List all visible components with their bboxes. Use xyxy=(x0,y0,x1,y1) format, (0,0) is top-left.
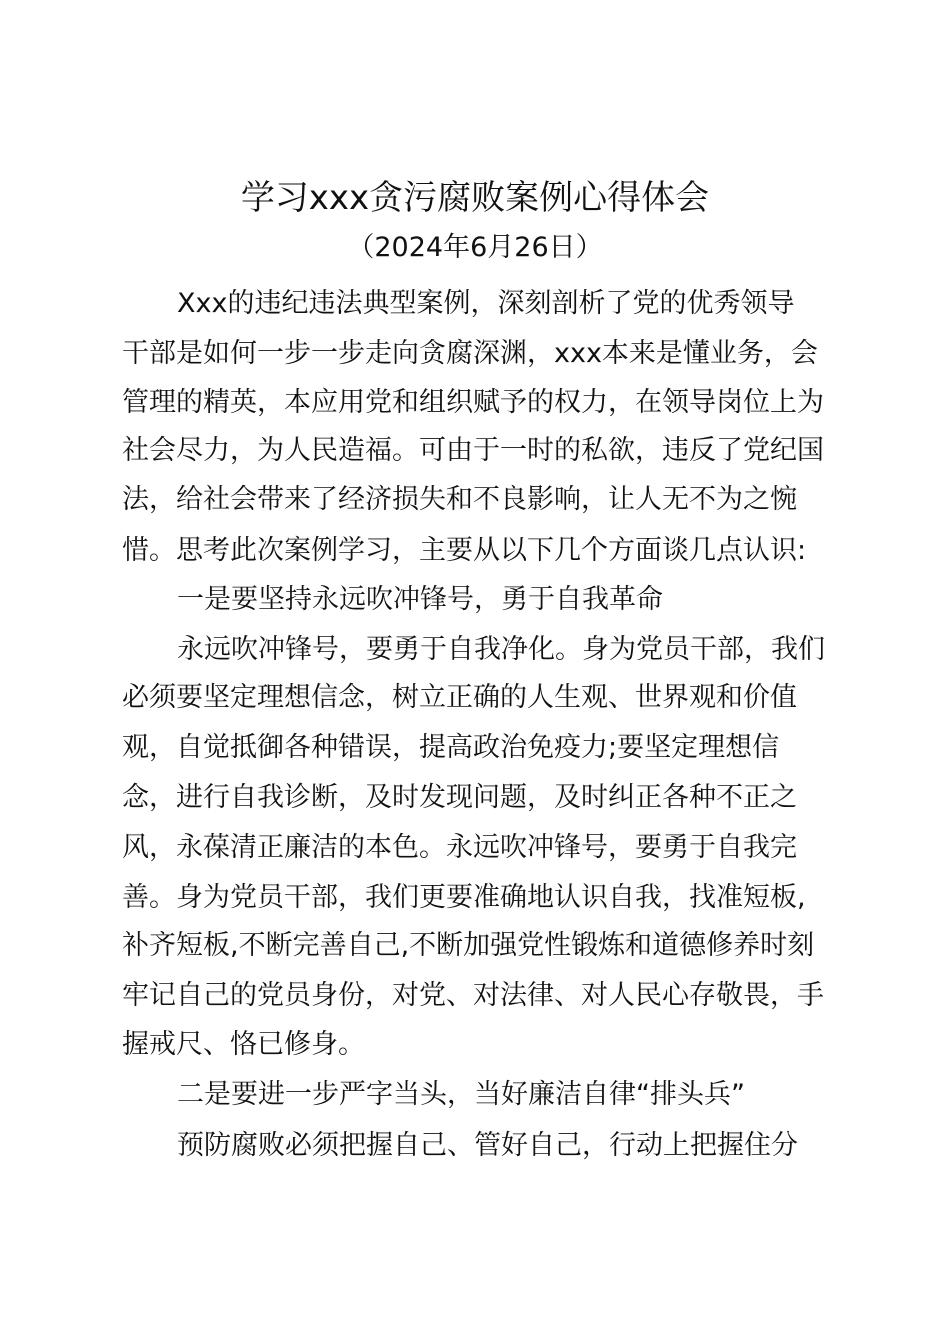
paragraph-line: 永远吹冲锋号，要勇于自我净化。身为党员干部，我们 xyxy=(177,634,825,665)
paragraph-line: 观，自觉抵御各种错误，提高政治免疫力;要坚定理想信 xyxy=(122,732,780,763)
document-date: （2024年6月26日） xyxy=(347,232,603,263)
document-title: 学习xxx贪污腐败案例心得体会 xyxy=(240,178,710,218)
paragraph-line: 握戒尺、恪已修身。 xyxy=(122,1029,365,1060)
paragraph-line: 补齐短板,不断完善自己,不断加强党性锻炼和道德修养时刻 xyxy=(122,930,815,961)
paragraph-line: 惜。思考此次案例学习，主要从以下几个方面谈几点认识: xyxy=(122,535,807,566)
paragraph-line: 预防腐败必须把握自己、管好自己，行动上把握住分 xyxy=(177,1130,798,1161)
paragraph-line: 风，永葆清正廉洁的本色。永远吹冲锋号，要勇于自我完 xyxy=(122,832,797,863)
paragraph-line: 社会尽力，为人民造福。可由于一时的私欲，违反了党纪国 xyxy=(122,435,824,466)
paragraph-line: 牢记自己的党员身份，对党、对法律、对人民心存敬畏，手 xyxy=(122,980,824,1011)
paragraph-line: 干部是如何一步一步走向贪腐深渊，xxx本来是懂业务，会 xyxy=(122,338,818,369)
paragraph-line: 必须要坚定理想信念，树立正确的人生观、世界观和价值 xyxy=(122,682,797,713)
section-heading: 一是要坚持永远吹冲锋号，勇于自我革命 xyxy=(177,584,663,615)
paragraph-line: 法，给社会带来了经济损失和不良影响，让人无不为之惋 xyxy=(122,484,797,515)
paragraph-line: Xxx的违纪违法典型案例，深刻剖析了党的优秀领导 xyxy=(177,288,795,319)
section-heading: 二是要进一步严字当头，当好廉洁自律“排头兵” xyxy=(177,1079,745,1110)
paragraph-line: 善。身为党员干部，我们更要准确地认识自我，找准短板, xyxy=(122,882,806,913)
paragraph-line: 念，进行自我诊断，及时发现问题，及时纠正各种不正之 xyxy=(122,782,797,813)
paragraph-line: 管理的精英，本应用党和组织赋予的权力，在领导岗位上为 xyxy=(122,387,824,418)
